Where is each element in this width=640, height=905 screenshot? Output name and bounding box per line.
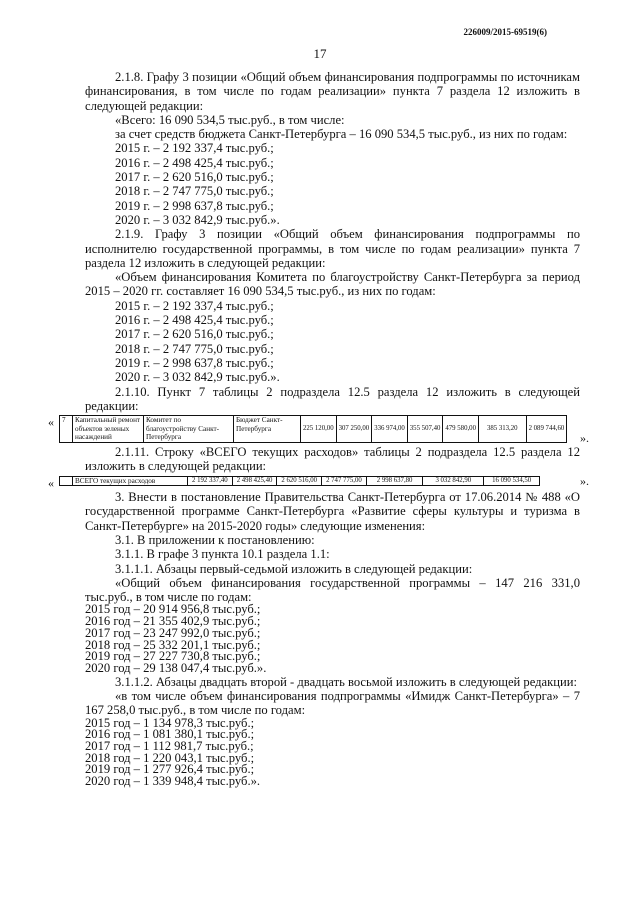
close-quote: ». — [580, 473, 589, 488]
list-item: 2020 год – 1 339 948,4 тыс.руб.». — [85, 774, 261, 789]
paragraph-2-1-10: 2.1.10. Пункт 7 таблицы 2 подраздела 12.5 раздела 12 изложить в следующей редакции: — [85, 384, 580, 413]
open-quote: « — [48, 475, 54, 490]
funding-table-2 — [59, 476, 540, 487]
paragraph-2-1-8: 2.1.8. Графу 3 позиции «Общий объем финансирования подпрограммы по источникам финансирования, в том числе по годам реализации» пункта 7 раздела 12 изложить в следующей редакции: — [85, 70, 580, 113]
table-cell: Бюджет Санкт-Петербурга — [234, 416, 301, 443]
list-item: 2015 г. – 2 192 337,4 тыс.руб.; — [115, 298, 274, 313]
list-item: 2017 г. – 2 620 516,0 тыс.руб.; — [115, 327, 274, 342]
list-item: «Всего: 16 090 534,5 тыс.руб., в том числе: — [115, 112, 345, 127]
list-item: 2018 год – 25 332 201,1 тыс.руб.; — [85, 637, 261, 652]
paragraph-3: 3. Внести в постановление Правительства Санкт-Петербурга от 17.06.2014 № 488 «О государственной программе Санкт-Петербурга «Развитие сферы культуры и туризма в Санкт-Петербурге» на 2015-2020 годы» следующие изменения: — [85, 490, 580, 533]
list-item: 2019 г. – 2 998 637,8 тыс.руб.; — [115, 198, 274, 213]
table-cell: 355 507,40 — [407, 416, 443, 443]
close-quote: ». — [580, 430, 589, 445]
list-item: 2018 г. – 2 747 775,0 тыс.руб.; — [115, 184, 274, 199]
list-item: 2015 г. – 2 192 337,4 тыс.руб.; — [115, 141, 274, 156]
paragraph-3-1-1: 3.1.1. В графе 3 пункта 10.1 раздела 1.1: — [115, 547, 330, 562]
table-cell: 7 — [60, 416, 73, 443]
table-item-7 — [0, 415, 640, 443]
paragraph-2-1-9: 2.1.9. Графу 3 позиции «Общий объем финансирования подпрограммы по исполнителю государственной программы, в том числе по годам реализации» пункта 7 раздела 12 изложить в следующей редакции: — [85, 227, 580, 270]
table-row — [60, 476, 540, 486]
paragraph-3-1-1-2-quote: «в том числе объем финансирования подпрограммы «Имидж Санкт-Петербурга» – 7 167 258,0 тыс.руб., в том числе по годам: — [85, 688, 580, 718]
table-cell: 3 032 842,90 — [423, 476, 484, 486]
list-item: 2016 год – 21 355 402,9 тыс.руб.; — [85, 614, 261, 629]
list-item: 2017 г. – 2 620 516,0 тыс.руб.; — [115, 170, 274, 185]
table-cell: 2 747 775,00 — [322, 476, 367, 486]
list-item: 2020 год – 29 138 047,4 тыс.руб.». — [85, 660, 267, 675]
list-item: 2019 г. – 2 998 637,8 тыс.руб.; — [115, 355, 274, 370]
paragraph-3-1-1-1: 3.1.1.1. Абзацы первый-седьмой изложить в следующей редакции: — [115, 561, 473, 576]
table-cell: ВСЕГО текущих расходов — [73, 476, 188, 486]
list-item: 2020 г. – 3 032 842,9 тыс.руб.». — [115, 212, 280, 227]
table-row — [60, 416, 567, 443]
table-cell: 2 998 637,80 — [366, 476, 423, 486]
table-cell — [60, 476, 73, 486]
paragraph-3-1-1-1-quote: «Общий объем финансирования государственной программы – 147 216 331,0 тыс.руб., в том числе по годам: — [85, 575, 580, 605]
table-cell: Комитет по благоустройству Санкт-Петербурга — [144, 416, 234, 443]
table-cell: 16 090 534,50 — [484, 476, 540, 486]
table-cell: 336 974,00 — [372, 416, 408, 443]
list-item: 2015 год – 1 134 978,3 тыс.руб.; — [85, 715, 255, 730]
table-cell: 2 620 516,00 — [277, 476, 322, 486]
paragraph-2-1-9-quote: «Объем финансирования Комитета по благоустройству Санкт-Петербурга за период 2015 – 2020 гг. составляет 16 090 534,5 тыс.руб., из них по годам: — [85, 270, 580, 299]
list-item: 2017 год – 23 247 992,0 тыс.руб.; — [85, 625, 261, 640]
paragraph-3-1-1-2: 3.1.1.2. Абзацы двадцать второй - двадцать восьмой изложить в следующей редакции: — [115, 674, 577, 689]
list-item: 2016 г. – 2 498 425,4 тыс.руб.; — [115, 313, 274, 328]
table-cell: 225 120,00 — [301, 416, 337, 443]
table-cell: 385 313,20 — [478, 416, 526, 443]
paragraph-3-1: 3.1. В приложении к постановлению: — [115, 532, 315, 547]
document-reference: 226009/2015-69519(6) — [463, 27, 547, 37]
list-item: 2019 год – 1 277 926,4 тыс.руб.; — [85, 762, 255, 777]
table-total — [0, 473, 640, 490]
table-cell: 479 580,00 — [443, 416, 479, 443]
table-cell: 2 192 337,40 — [188, 476, 233, 486]
list-item: 2016 г. – 2 498 425,4 тыс.руб.; — [115, 155, 274, 170]
page-number: 17 — [313, 46, 327, 61]
list-item: 2016 год – 1 081 380,1 тыс.руб.; — [85, 727, 255, 742]
table-cell: Капитальный ремонт объектов зеленых насаждений — [73, 416, 144, 443]
list-item: за счет средств бюджета Санкт-Петербурга – 16 090 534,5 тыс.руб., из них по годам: — [115, 127, 568, 142]
list-item: 2018 год – 1 220 043,1 тыс.руб.; — [85, 750, 255, 765]
table-cell: 2 498 425,40 — [232, 476, 277, 486]
list-item: 2017 год – 1 112 981,7 тыс.руб.; — [85, 738, 254, 753]
list-item: 2018 г. – 2 747 775,0 тыс.руб.; — [115, 341, 274, 356]
table-cell: 307 250,00 — [336, 416, 372, 443]
list-item: 2020 г. – 3 032 842,9 тыс.руб.». — [115, 370, 280, 385]
open-quote: « — [48, 415, 54, 430]
list-item: 2015 год – 20 914 956,8 тыс.руб.; — [85, 602, 261, 617]
document-body — [0, 70, 640, 788]
funding-table-1 — [59, 415, 567, 443]
list-item: 2019 год – 27 227 730,8 тыс.руб.; — [85, 649, 261, 664]
paragraph-2-1-11: 2.1.11. Строку «ВСЕГО текущих расходов» таблицы 2 подраздела 12.5 раздела 12 изложить в следующей редакции: — [85, 444, 580, 474]
table-cell: 2 089 744,60 — [526, 416, 567, 443]
